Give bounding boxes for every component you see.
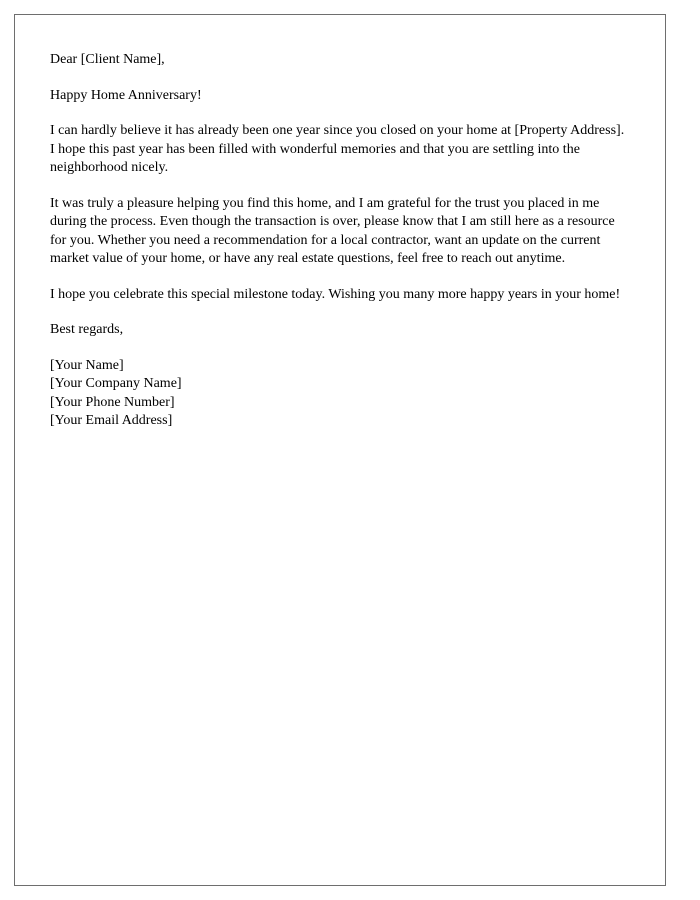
letter-closing: Best regards,	[50, 322, 124, 337]
letter-page	[14, 14, 666, 886]
signature-phone: [Your Phone Number]	[50, 394, 175, 410]
letter-subject-line: Happy Home Anniversary!	[50, 87, 202, 103]
letter-paragraph: It was truly a pleasure helping you find this home, and I am grateful for the trust you placed in me during the process. Even though the transaction is over, please know that I am still here as a resource for you. Whether you need a recommendation for a local contractor, want an update on the current market value of your home, or have any real estate questions, feel free to reach out anytime.	[50, 195, 615, 266]
signature-block	[50, 357, 629, 431]
letter-salutation: Dear [Client Name],	[50, 52, 165, 67]
signature-company: [Your Company Name]	[50, 376, 182, 391]
letter-paragraph: I hope you celebrate this special milestone today. Wishing you many more happy years in your home!	[50, 286, 621, 302]
letter-paragraph: I can hardly believe it has already been one year since you closed on your home at [Property Address]. I hope this past year has been filled with wonderful memories and that you are settling into the neighborhood nicely.	[50, 123, 625, 175]
signature-name: [Your Name]	[50, 357, 124, 373]
signature-email: [Your Email Address]	[50, 413, 173, 428]
